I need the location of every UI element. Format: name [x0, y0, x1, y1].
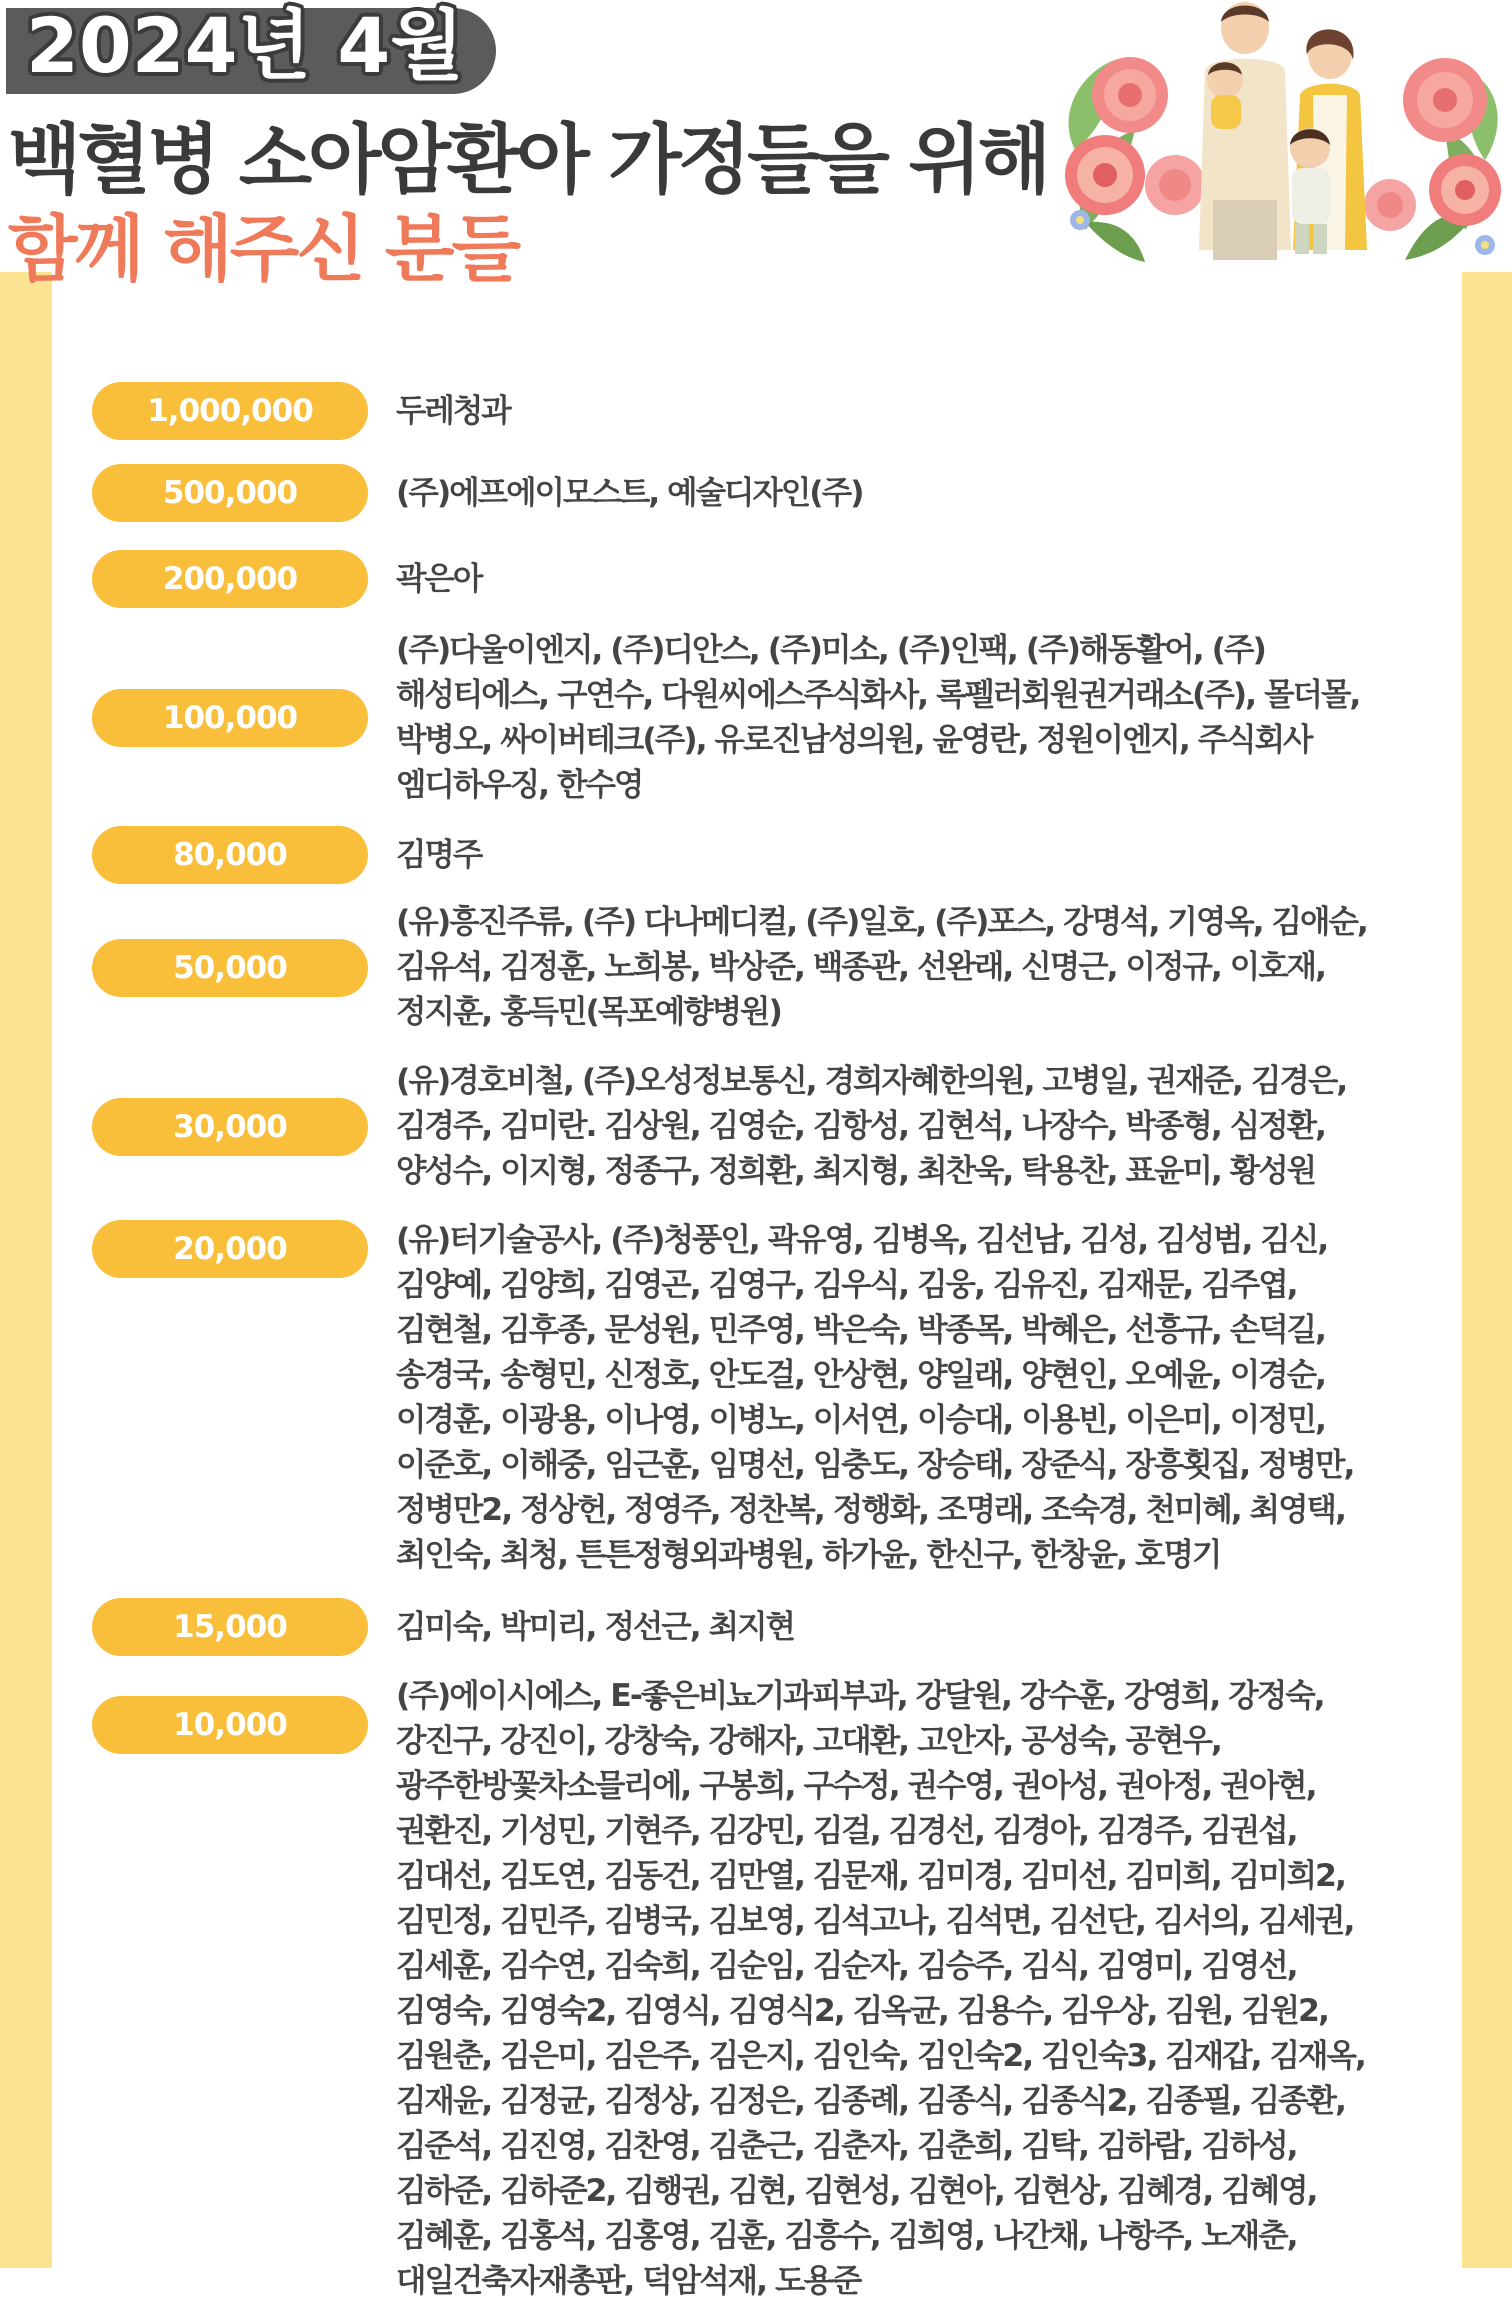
right-side-bar	[1462, 272, 1512, 2268]
donor-names: (유)터기술공사, (주)청풍인, 곽유영, 김병옥, 김선남, 김성, 김성범, 김신, 김양예, 김양희, 김영곤, 김영구, 김우식, 김웅, 김유진, 김재문, 김주엽, 김현철, 김후종, 문성원, 민주영, 박은숙, 박종목, 박혜은, 선흥규, 손덕길, 송경국, 송형민, 신정호, 안도걸, 안상현, 양일래, 양현인, 오예윤, 이경순, 이경훈, 이광용, 이나영, 이병노, 이서연, 이승대, 이용빈, 이은미, 이정민, 이준호, 이해중, 임근훈, 임명선, 임충도, 장승태, 장준식, 장흥횟집, 정병만, 정병만2, 정상헌, 정영주, 정찬복, 정행화, 조명래, 조숙경, 천미혜, 최영택, 최인숙, 최청, 튼튼정형외과병원, 하가윤, 한신구, 한창윤, 호명기	[396, 1222, 1354, 1573]
donor-row-15000	[92, 1596, 1432, 1658]
donor-row-200000	[92, 548, 1432, 610]
donor-names: 두레청과	[396, 392, 510, 429]
amount-badge: 80,000	[92, 826, 368, 884]
donor-names: (주)다울이엔지, (주)디안스, (주)미소, (주)인팩, (주)해동활어, (주)해성티에스, 구연수, 다원씨에스주식화사, 록펠러회원권거래소(주), 몰더몰, 박병오, 싸이버테크(주), 유로진남성의원, 윤영란, 정원이엔지, 주식회사 엠디하우징, 한수영	[396, 632, 1360, 803]
page-subtitle: 함께 해주신 분들	[8, 207, 518, 291]
date-text: 2024년 4월	[26, 1, 464, 90]
amount-badge: 200,000	[92, 550, 368, 608]
donor-row-30000	[92, 1059, 1432, 1194]
amount-badge: 100,000	[92, 689, 368, 747]
amount-badge: 30,000	[92, 1098, 368, 1156]
amount-badge: 50,000	[92, 939, 368, 997]
donor-names: (유)경호비철, (주)오성정보통신, 경희자혜한의원, 고병일, 권재준, 김경은, 김경주, 김미란. 김상원, 김영순, 김항성, 김현석, 나장수, 박종형, 심정환, 양성수, 이지형, 정종구, 정희환, 최지형, 최찬욱, 탁용찬, 표윤미, 황성원	[396, 1063, 1347, 1189]
donor-row-20000	[92, 1218, 1432, 1578]
donor-names: (주)에프에이모스트, 예술디자인(주)	[396, 474, 863, 511]
donor-row-500000	[92, 462, 1432, 524]
header	[0, 0, 1512, 291]
amount-badge: 500,000	[92, 464, 368, 522]
donor-row-10000	[92, 1674, 1432, 2304]
donor-row-80000	[92, 824, 1432, 886]
donor-row-100000	[92, 628, 1432, 808]
donor-names: 곽은아	[396, 560, 482, 597]
amount-badge: 15,000	[92, 1598, 368, 1656]
amount-badge: 1,000,000	[92, 382, 368, 440]
left-side-bar	[0, 272, 52, 2268]
family-flowers-illustration	[1045, 0, 1512, 272]
donor-row-1000000	[92, 380, 1432, 442]
donor-list	[92, 380, 1432, 2304]
donor-names: 김미숙, 박미리, 정선근, 최지현	[396, 1608, 794, 1645]
amount-badge: 20,000	[92, 1220, 368, 1278]
donor-names: (유)흥진주류, (주) 다나메디컬, (주)일호, (주)포스, 강명석, 기영옥, 김애순, 김유석, 김정훈, 노희봉, 박상준, 백종관, 선완래, 신명근, 이정규, 이호재, 정지훈, 홍득민(목포예향병원)	[396, 904, 1367, 1030]
donor-names: (주)에이시에스, E-좋은비뇨기과피부과, 강달원, 강수훈, 강영희, 강정숙, 강진구, 강진이, 강창숙, 강해자, 고대환, 고안자, 공성숙, 공현우, 광주한방꽃차소믈리에, 구봉희, 구수정, 권수영, 권아성, 권아정, 권아현, 권환진, 기성민, 기현주, 김강민, 김걸, 김경선, 김경아, 김경주, 김권섭, 김대선, 김도연, 김동건, 김만열, 김문재, 김미경, 김미선, 김미희, 김미희2, 김민정, 김민주, 김병국, 김보영, 김석고나, 김석면, 김선단, 김서의, 김세권, 김세훈, 김수연, 김숙희, 김순임, 김순자, 김승주, 김식, 김영미, 김영선, 김영숙, 김영숙2, 김영식, 김영식2, 김옥균, 김용수, 김우상, 김원, 김원2, 김원춘, 김은미, 김은주, 김은지, 김인숙, 김인숙2, 김인숙3, 김재갑, 김재옥, 김재윤, 김정균, 김정상, 김정은, 김종례, 김종식, 김종식2, 김종필, 김종환, 김준석, 김진영, 김찬영, 김춘근, 김춘자, 김춘희, 김탁, 김하람, 김하성, 김하준, 김하준2, 김행권, 김현, 김현성, 김현아, 김현상, 김혜경, 김혜영, 김혜훈, 김홍석, 김홍영, 김훈, 김흥수, 김희영, 나간채, 나항주, 노재춘, 대일건축자재총판, 덕암석재, 도용준	[396, 1678, 1365, 2299]
amount-badge: 10,000	[92, 1696, 368, 1754]
donor-row-50000	[92, 900, 1432, 1035]
donor-names: 김명주	[396, 836, 482, 873]
page-title: 백혈병 소아암환아 가정들을 위해	[8, 115, 1048, 204]
